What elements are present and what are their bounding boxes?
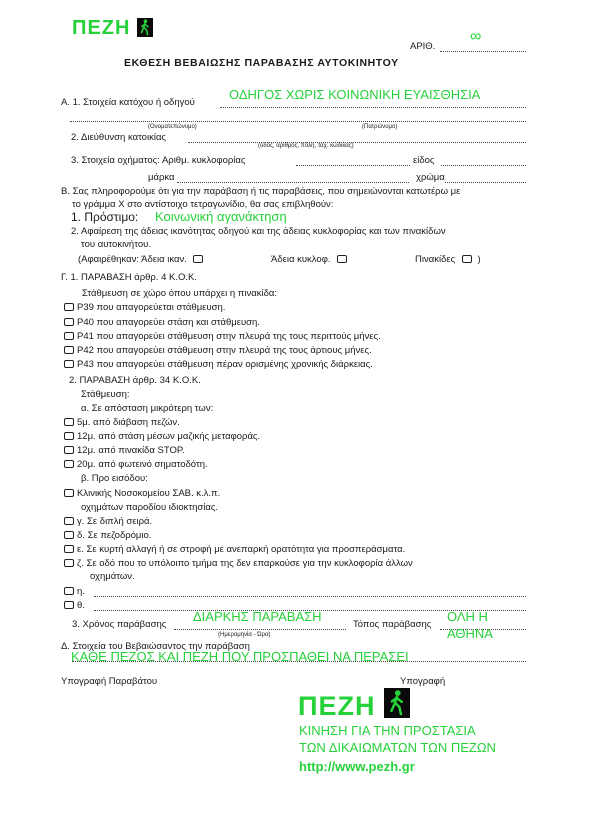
violator-signature-label: Υπογραφή Παραβάτου	[61, 676, 158, 687]
checkbox-clinic[interactable]	[64, 489, 74, 497]
item-label: η.	[77, 586, 85, 597]
distance-item-1	[64, 431, 260, 442]
page-title: ΕΚΘΕΣΗ ΒΕΒΑΙΩΣΗΣ ΠΑΡΑΒΑΣΗΣ ΑΥΤΟΚΙΝΗΤΟΥ	[124, 57, 399, 69]
plates-label: Πινακίδες	[415, 254, 456, 265]
checkbox-p40[interactable]	[64, 318, 74, 326]
time-line	[174, 629, 346, 630]
plate-line	[296, 165, 410, 166]
caption-name: (Ονοματεπώνυμο)	[148, 124, 197, 130]
checkbox-p41[interactable]	[64, 332, 74, 340]
item-label: 12μ. από στάση μέσων μαζικής μεταφοράς.	[77, 431, 261, 442]
item-label: ε. Σε κυρτή αλλαγή ή σε στροφή με ανεπαρκή ορατότητα για προσπεράσματα.	[77, 544, 406, 555]
item-label: Ρ39 που απαγορεύεται στάθμευση.	[77, 302, 226, 313]
footer-line-1: ΚΙΝΗΣΗ ΓΙΑ ΤΗΝ ΠΡΟΣΤΑΣΙΑ	[299, 723, 476, 738]
checkbox-narrow-road[interactable]	[64, 559, 74, 567]
item-z-line-2: οχημάτων.	[90, 571, 135, 582]
item-label: Ρ40 που απαγορεύει στάση και στάθμευση.	[77, 317, 260, 328]
item-label: 20μ. από φωτεινό σηματοδότη.	[77, 459, 208, 470]
color-line	[445, 182, 526, 183]
item-label: Ρ43 που απαγορεύει στάθμευση πέραν ορισμένης χρονικής διάρκειας.	[77, 359, 373, 370]
other-item-0	[64, 516, 152, 527]
checkbox-traffic-light[interactable]	[64, 460, 74, 468]
item-label: 12μ. από πινακίδα STOP.	[77, 445, 185, 456]
removal-line-2: του αυτοκινήτου.	[81, 239, 151, 250]
item-z	[64, 558, 413, 569]
checkbox-p43[interactable]	[64, 360, 74, 368]
footer-line-2: ΤΩΝ ΔΙΚΑΙΩΜΑΤΩΝ ΤΩΝ ΠΕΖΩΝ	[299, 740, 496, 755]
entrance-label: β. Προ εισόδου:	[81, 473, 148, 484]
officer-signature-label: Υπογραφή	[400, 676, 446, 687]
parking-label: Στάθμευση:	[81, 389, 130, 400]
item-label: θ.	[77, 600, 85, 611]
vehicle-label: 3. Στοιχεία οχήματος: Αριθμ. κυκλοφορίας	[71, 155, 246, 166]
place-value-1: ΟΛΗ Η	[447, 609, 488, 624]
pedestrian-walking-icon	[384, 688, 410, 718]
fine-label: 1. Πρόστιμο:	[71, 210, 139, 224]
pedestrian-walking-icon	[137, 18, 153, 37]
time-value: ΔΙΑΡΚΗΣ ΠΑΡΑΒΑΣΗ	[193, 609, 322, 624]
item-h	[64, 586, 85, 597]
section-b-intro-2: το γράμμα Χ στο αντίστοιχο τετραγωνίδιο, θα σας επιβληθούν:	[72, 199, 334, 210]
entrance-item-line-2: οχημάτων παροδίου ιδιοκτησίας.	[81, 502, 219, 513]
removal-line-1: 2. Αφαίρεση της άδειας ικανότητας οδηγού και της άδειας κυκλοφορίας και των πινακίδων	[71, 226, 446, 237]
type-label: είδος	[413, 155, 435, 166]
checkbox-crossing[interactable]	[64, 418, 74, 426]
report-number-label: ΑΡΙΘ.	[410, 41, 436, 52]
owner-line	[220, 107, 526, 108]
item-h-line	[94, 596, 526, 597]
fine-value: Κοινωνική αγανάκτηση	[155, 209, 287, 224]
vehicle-license-label: Άδεια κυκλοφ.	[271, 254, 331, 265]
distance-item-2	[64, 445, 185, 456]
item-label: Κλινικής Νοσοκομείου ΣΑΒ. κ.λ.π.	[77, 488, 221, 499]
checkbox-bus-stop[interactable]	[64, 432, 74, 440]
distance-item-3	[64, 459, 208, 470]
entrance-item	[64, 488, 220, 499]
place-label: Τόπος παράβασης	[353, 619, 432, 630]
checkbox-curve[interactable]	[64, 545, 74, 553]
caption-father: (Πατρώνυμο)	[362, 124, 398, 130]
color-label: χρώμα	[416, 172, 445, 183]
violation-2-title: 2. ΠΑΡΑΒΑΣΗ άρθρ. 34 Κ.Ο.Κ.	[69, 375, 201, 386]
report-number-value: ∞	[470, 28, 482, 45]
address-line	[188, 142, 526, 143]
checkbox-p39[interactable]	[64, 303, 74, 311]
plates-paren: )	[477, 254, 481, 265]
logo-text: ΠΕΖΗ	[72, 17, 131, 39]
distance-item-0	[64, 417, 180, 428]
item-label: Ρ41 που απαγορεύει στάθμευση στην πλευρά της τους περιττούς μήνες.	[77, 331, 381, 342]
violation-1-item-3	[64, 345, 372, 356]
owner-value: ΟΔΗΓΟΣ ΧΩΡΙΣ ΚΟΙΝΩΝΙΚΗ ΕΥΑΙΣΘΗΣΙΑ	[229, 87, 481, 102]
violation-1-title: Γ. 1. ΠΑΡΑΒΑΣΗ άρθρ. 4 Κ.Ο.Κ.	[61, 272, 198, 283]
place-value-2: ΑΘΗΝΑ	[447, 626, 493, 641]
other-item-2	[64, 544, 405, 555]
other-item-1	[64, 530, 151, 541]
distance-label: α. Σε απόσταση μικρότερη των:	[81, 403, 214, 414]
certifier-label: Δ. Στοιχεία του Βεβαιώσαντος την παράβαση	[61, 641, 250, 652]
violation-1-item-2	[64, 331, 381, 342]
violation-1-item-4	[64, 359, 373, 370]
address-label: 2. Διεύθυνση κατοικίας	[71, 132, 167, 143]
plates-checkbox[interactable]	[462, 255, 472, 263]
section-b-intro-1: Β. Σας πληροφορούμε ότι για την παράβαση ή τις παραβάσεις, που σημειώνονται κατωτέρω με	[61, 186, 461, 197]
footer-logo	[298, 688, 410, 722]
owner-label: Α. 1. Στοιχεία κατόχου ή οδηγού	[61, 97, 195, 108]
checkbox-p42[interactable]	[64, 346, 74, 354]
item-label: δ. Σε πεζοδρόμιο.	[77, 530, 152, 541]
checkbox-th[interactable]	[64, 601, 74, 609]
driving-license-checkbox[interactable]	[193, 255, 203, 263]
certifier-value: ΚΑΘΕ ΠΕΖΟΣ ΚΑΙ ΠΕΖΗ ΠΟΥ ΠΡΟΣΠΑΘΕΙ ΝΑ ΠΕΡΑΣΕΙ	[71, 649, 409, 664]
item-th	[64, 600, 85, 611]
brand-label: μάρκα	[148, 172, 175, 183]
removed-label: (Αφαιρέθηκαν: Άδεια ικαν.	[78, 254, 187, 265]
caption-address: (οδός, αριθμός, πόλη, ταχ. κώδικας)	[258, 143, 354, 149]
brand-line	[177, 182, 409, 183]
footer-url[interactable]: http://www.pezh.gr	[299, 759, 415, 774]
violation-1-sub: Στάθμευση σε χώρο όπου υπάρχει η πινακίδα:	[82, 288, 277, 299]
time-label: 3. Χρόνος παράβασης	[72, 619, 167, 630]
item-label: Ρ42 που απαγορεύει στάθμευση στην πλευρά της τους άρτιους μήνες.	[77, 345, 372, 356]
checkbox-double-row[interactable]	[64, 517, 74, 525]
removed-row	[78, 254, 206, 265]
violation-1-item-0	[64, 302, 225, 313]
item-label: γ. Σε διπλή σειρά.	[77, 516, 153, 527]
plates-row	[415, 254, 481, 265]
checkbox-sidewalk[interactable]	[64, 531, 74, 539]
vehicle-license-checkbox[interactable]	[337, 255, 347, 263]
logo	[72, 17, 153, 40]
violation-1-item-1	[64, 317, 260, 328]
footer-logo-text: ΠΕΖΗ	[298, 691, 376, 721]
time-caption: (Ημερομηνία - Ώρα)	[218, 632, 271, 638]
number-line	[440, 51, 526, 52]
checkbox-h[interactable]	[64, 587, 74, 595]
type-line	[441, 165, 526, 166]
item-label: ζ. Σε οδό που το υπόλοιπο τμήμα της δεν επαρκούσε για την κυκλοφορία άλλων	[77, 558, 413, 569]
vehicle-license-row	[271, 254, 350, 265]
item-label: 5μ. από διάβαση πεζών.	[77, 417, 180, 428]
owner-line-2	[70, 121, 526, 122]
checkbox-stop-sign[interactable]	[64, 446, 74, 454]
